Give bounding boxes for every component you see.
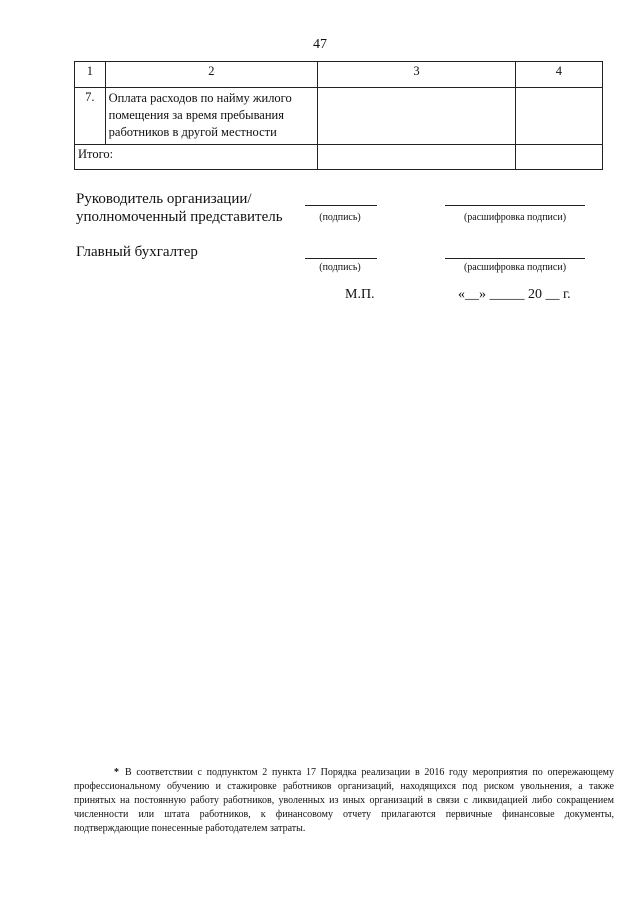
total-col-4 <box>515 145 602 170</box>
total-col-3 <box>318 145 516 170</box>
row-col-4 <box>515 88 602 145</box>
accountant-decode-line <box>445 258 585 259</box>
table-header-row <box>75 62 603 88</box>
stamp-mp: М.П. <box>345 287 375 302</box>
footnote-marker: * <box>114 767 119 778</box>
expense-table <box>74 61 603 170</box>
head-signature-hint: (подпись) <box>319 212 361 223</box>
header-col-2: 2 <box>105 62 318 88</box>
row-number: 7. <box>75 88 106 145</box>
footnote-text: В соответствии с подпунктом 2 пункта 17 Порядка реализации в 2016 году мероприятия по опережающему профессиональному обучению и стажировке работников организаций, находящихся под риском увольнения, а также принятых на постоянную работу работников, уволенных из иных организаций в связи с ликвидацией либо сокращением численности или штата работников, к финансовому отчету прилагаются первичные финансовые документы, подтверждающие понесенные работодателем затраты. <box>74 767 614 834</box>
header-col-1: 1 <box>75 62 106 88</box>
total-label: Итого: <box>75 145 318 170</box>
head-decode-hint: (расшифровка подписи) <box>463 212 567 223</box>
row-col-3 <box>318 88 516 145</box>
table-row <box>75 88 603 145</box>
head-label-line2: уполномоченный представитель <box>76 209 283 225</box>
accountant-signature-hint: (подпись) <box>319 262 361 273</box>
row-description: Оплата расходов по найму жилого помещения за время пребывания работников в другой местности <box>105 88 318 145</box>
head-label-line1: Руководитель организации/ <box>76 191 252 207</box>
accountant-signature-line <box>305 258 377 259</box>
date-field: «__» _____ 20 __ г. <box>458 287 571 302</box>
header-col-4: 4 <box>515 62 602 88</box>
page-number: 47 <box>313 37 327 52</box>
accountant-label: Главный бухгалтер <box>76 244 198 260</box>
head-signature-line <box>305 205 377 206</box>
total-row <box>75 145 603 170</box>
header-col-3: 3 <box>318 62 516 88</box>
head-decode-line <box>445 205 585 206</box>
footnote <box>74 766 614 836</box>
accountant-decode-hint: (расшифровка подписи) <box>463 262 567 273</box>
